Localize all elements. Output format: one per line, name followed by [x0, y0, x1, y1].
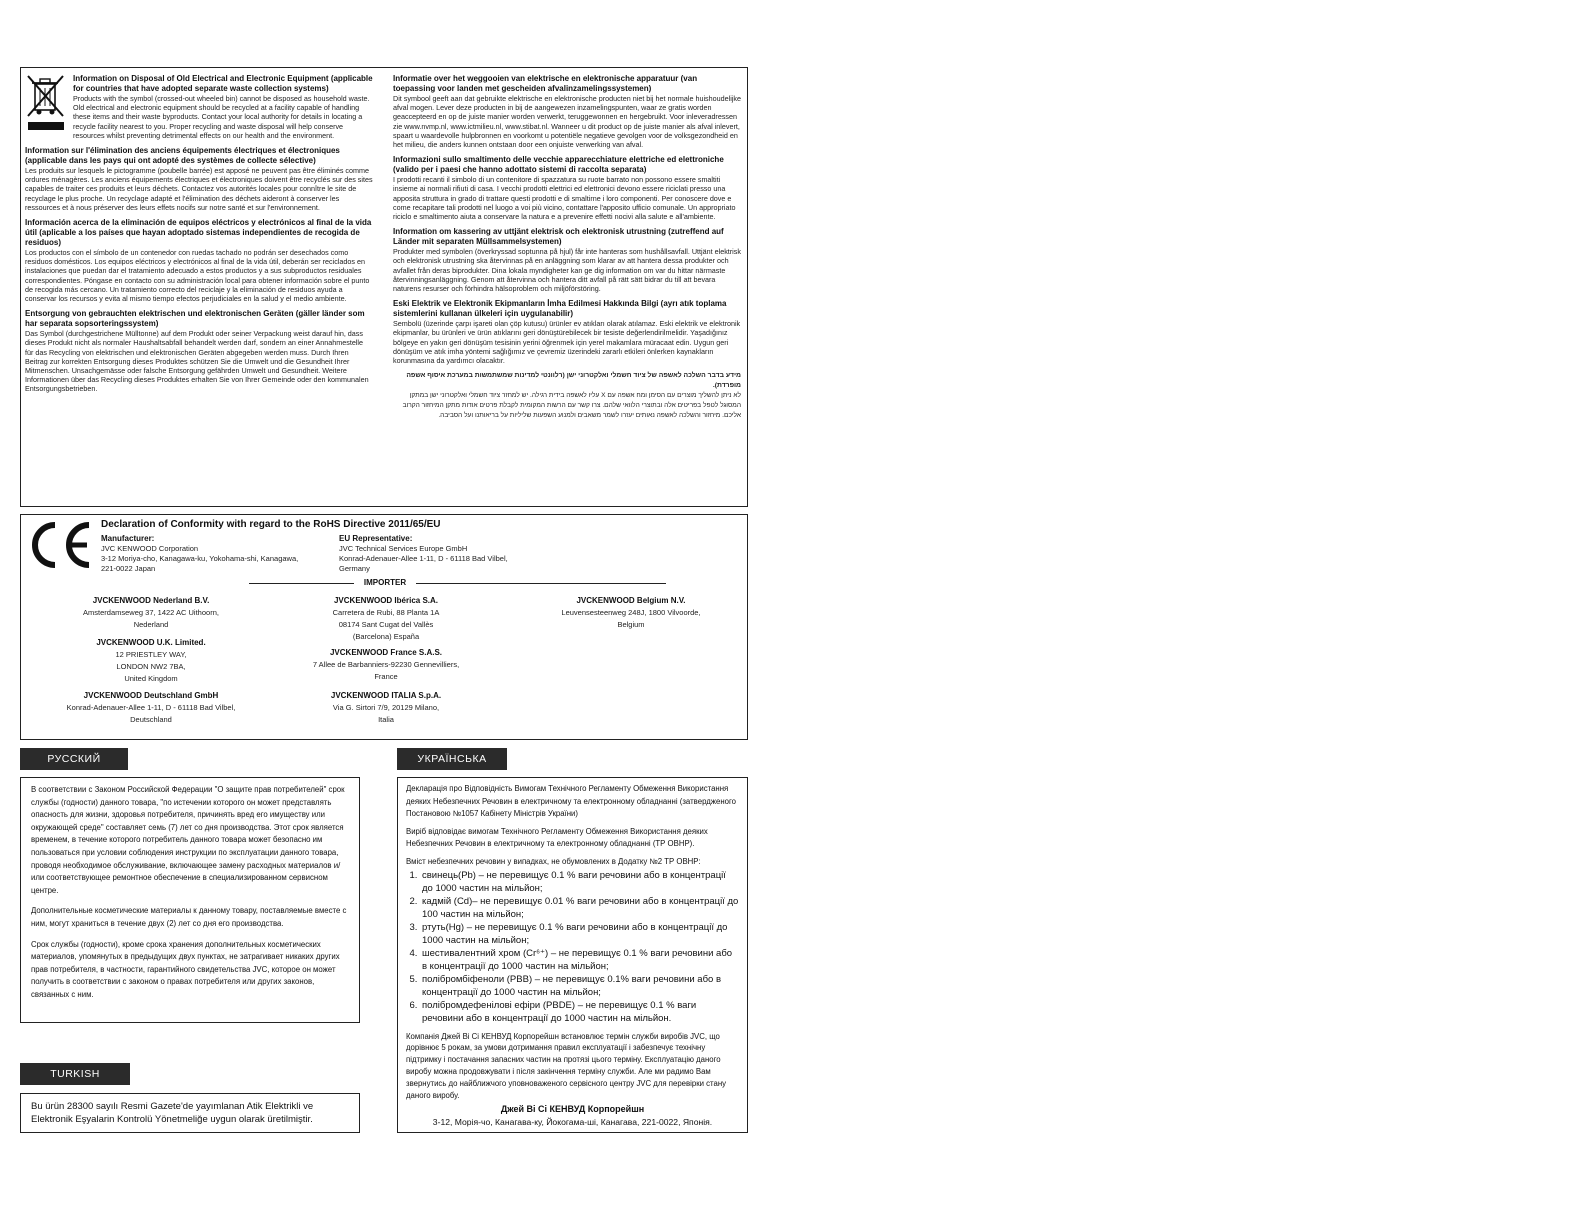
manufacturer-address-line2: 221-0022 Japan: [101, 564, 156, 573]
ukrainian-paragraph-4: Компанія Джей Ві Сі КЕНВУД Корпорейшн встановлює термін служби виробів JVC, що дорівнює 5 рокам, за умови дотримання правил експлуатації і забезпечує технічну підтримку і постачання запасних частин на протязі цього терміну. Експлуатацію даного виробу можна продовжувати і після закінчення терміну служби. Але ми радимо Вам звернутись до найближчого уповноваженого сервісного центру JVC для перевірки стану даного виробу.: [406, 1031, 727, 1100]
list-item: 1. свинець(Pb) – не перевищує 0.1 % ваги речовини або в концентрації до 1000 частин на мільйон;: [420, 869, 739, 895]
ukrainian-company-address: 3-12, Морія-чо, Канагава-ку, Йокогама-ші, Канагава, 221-0022, Японія.: [432, 1117, 713, 1128]
disposal-section-it: [393, 155, 741, 221]
disposal-body-sv: Produkter med symbolen (överkryssad soptunna på hjul) får inte hanteras som hushållsavfall. Uttjänt elektrisk och elektronisk utrustning ska återvinnas på en anläggning som klarar av att hantera dessa produkter och avfallet från deras biprodukter. Dina lokala myndigheter kan ge dig information om var du hittar närmaste återvinningsanläggning. Genom att återvinna och hantera ditt avfall på rätt sätt bidrar du till att bevara naturens resurser och förhindra hälsoproblem och miljöförstöring.: [393, 247, 741, 294]
importer-name: JVCKENWOOD Deutschland GmbH: [83, 691, 219, 700]
eu-representative-address-line1: Konrad-Adenauer-Allee 1-11, D - 61118 Bad Vilbel,: [339, 554, 508, 563]
list-item: 4. шестивалентний хром (Cr⁶⁺) – не перевищує 0.1 % ваги речовини або в концентрації до 1000 частин на мільйон;: [420, 947, 739, 973]
importer-uk: [51, 637, 251, 685]
eu-representative-name: JVC Technical Services Europe GmbH: [339, 544, 468, 553]
importer-address-line: (Barcelona) España: [352, 632, 420, 641]
ukrainian-company-name: Джей Ві Сі КЕНВУД Корпорейшн: [500, 1104, 645, 1115]
disposal-title-en: Information on Disposal of Old Electrical and Electronic Equipment (applicable for countries that have adopted separate waste collection systems): [73, 74, 373, 93]
importer-name: JVCKENWOOD U.K. Limited.: [96, 638, 206, 647]
importer-address-line: Konrad-Adenauer-Allee 1-11, D - 61118 Bad Vilbel,: [66, 703, 236, 712]
tab-turkish: TURKISH: [20, 1063, 130, 1085]
importer-address-line: 08174 Sant Cugat del Vallès: [338, 620, 434, 629]
declaration-box: [20, 514, 748, 740]
disposal-section-he: [393, 371, 741, 421]
disposal-title-fr: Information sur l'élimination des anciens équipements électriques et électroniques (applicable dans les pays qui ont adopté des systèmes de collecte sélective): [25, 146, 340, 166]
russian-box: [20, 777, 360, 1023]
importer-address-line: Italia: [378, 715, 394, 724]
importer-address-line: Deutschland: [130, 715, 172, 724]
manufacturer-block: [101, 534, 341, 574]
list-item: 2. кадмій (Cd)– не перевищує 0.01 % ваги речовини або в концентрації до 100 частин на мільйон;: [420, 895, 739, 921]
importer-address-line: Leuvensesteenweg 248J, 1800 Vilvoorde,: [561, 608, 701, 617]
tab-russian: РУССКИЙ: [20, 748, 128, 770]
russian-paragraph-3: Срок службы (годности), кроме срока хранения дополнительных косметических материалов, упомянутых в предыдущих двух пунктах, не затрагивает никаких других прав потребителя, в частности, гарантийного свидетельства JVC, которое он может получить в соответствии с законом о правах потребителя или других законов, связанных с ним.: [31, 939, 340, 999]
disposal-section-fr: [25, 146, 373, 212]
disposal-title-tr: Eski Elektrik ve Elektronik Ekipmanların İmha Edilmesi Hakkında Bilgi (ayrı atık toplama sistemlerini kullanan ülkeleri için uygulanabilir): [393, 299, 727, 319]
disposal-body-es: Los productos con el símbolo de un contenedor con ruedas tachado no podrán ser desechados como residuos domésticos. Los equipos eléctricos y electrónicos al final de la vida útil, deberán ser reciclados en instalaciones que puedan dar el tratamiento adecuado a estos productos y a sus subproductos residuales correspondientes. Póngase en contacto con su administración local para obtener información sobre el punto de recogida más cercano. Un tratamiento correcto del reciclaje y la eliminación de residuos ayuda a conservar los recursos y evita al mismo tiempo efectos perjudiciales en la salud y el medio ambiente.: [25, 248, 370, 304]
disposal-section-es: [25, 218, 373, 303]
disposal-body-he: לא ניתן להשליך מוצרים עם הסימן ומח אשפה עם X עליו לאשפה בידית רגילה. יש למחזר ציוד חשמלי ואלקטרוני ישן במתקן המסוגל לטפל בפריטים אלה ובתוצרי הלוואי שלהם. צרו קשר עם הרשות המקומית לקבלת פרטים אודות מתקן המיחזור הקרוב אליכם. מיחזור והשלכה לאשפה נאותים יעזרו לשמר משאבים ולמנוע השפעות שליליות על בריאותנו ועל הסביבה.: [402, 392, 741, 420]
manufacturer-address-line1: 3-12 Moriya-cho, Kanagawa-ku, Yokohama-shi, Kanagawa,: [101, 554, 299, 563]
disposal-section-tr: [393, 299, 741, 365]
importer-address-line: Amsterdamseweg 37, 1422 AC Uithoorn,: [83, 608, 219, 617]
importer-address-line: Via G. Sirtori 7/9, 20129 Milano,: [332, 703, 440, 712]
hazardous-substances-list: [406, 869, 739, 1025]
eu-representative-label: EU Representative:: [339, 534, 413, 543]
disposal-section-nl: [393, 74, 741, 149]
importer-divider-right: [416, 583, 666, 584]
importer-france: [286, 647, 486, 683]
importer-address-line: United Kingdom: [124, 674, 178, 683]
disposal-title-he: מידע בדבר השלכה לאשפה של ציוד חשמלי ואלקטרוני ישן (רלוונטי למדינות שמשתמשות במערכת איסוף אשפה מופרדת).: [406, 372, 741, 390]
importer-address-line: 7 Allee de Barbanniers-92230 Gennevilliers,: [312, 660, 460, 669]
ce-mark-icon: [25, 521, 95, 569]
disposal-title-de: Entsorgung von gebrauchten elektrischen und elektronischen Geräten (gäller länder som har separata sopsorteringssystem): [25, 309, 365, 329]
turkish-box: [20, 1093, 360, 1133]
importer-iberica: [286, 595, 486, 643]
turkish-text: Bu ürün 28300 sayılı Resmi Gazete'de yayımlanan Atik Elektrikli ve Elektronik Eşyalarin Kontrolü Yönetmeliğe uygun olarak üretilmiştir.: [31, 1101, 314, 1125]
disposal-section-en: [25, 74, 373, 140]
importer-name: JVCKENWOOD Belgium N.V.: [576, 596, 686, 605]
disposal-left-column: [25, 74, 373, 400]
importer-belgium: [531, 595, 731, 631]
disposal-body-nl: Dit symbool geeft aan dat gebruikte elektrische en elektronische producten niet bij het normale huishoudelijke afval mogen. Lever deze producten in bij de aangewezen inzamelingspunten, waar ze gratis worden geaccepteerd en op de juiste manier worden verwerkt, teruggewonnen en hergebruikt. Voor inleveradressen zie www.nvmp.nl, www.ictmilieu.nl, www.stibat.nl. Wanneer u dit product op de juiste manier als afval inlevert, spaart u waardevolle hulpbronnen en voorkomt u potentiële negatieve gevolgen voor de volksgezondheid en het milieu, die anders kunnen ontstaan door een onjuiste verwerking van afval.: [393, 94, 742, 150]
disposal-section-de: [25, 309, 373, 393]
importer-italia: [286, 690, 486, 726]
disposal-title-it: Informazioni sullo smaltimento delle vecchie apparecchiature elettriche ed elettroniche (valido per i paesi che hanno adottato sistemi di raccolta separata): [393, 155, 724, 175]
importer-address-line: 12 PRIESTLEY WAY,: [115, 650, 187, 659]
crossed-bin-icon: [25, 74, 69, 138]
disposal-title-sv: Information om kassering av uttjänt elektrisk och elektronisk utrustning (zutreffend auf Länder mit separaten Müllsammelsystemen): [393, 227, 724, 247]
declaration-title: Declaration of Conformity with regard to the RoHS Directive 2011/65/EU: [101, 519, 441, 530]
russian-paragraph-2: Дополнительные косметические материалы к данному товару, поставляемые вместе с ним, могут храниться в течение двух (2) лет со дня его производства.: [31, 906, 347, 928]
importer-name: JVCKENWOOD Nederland B.V.: [92, 596, 210, 605]
importer-name: JVCKENWOOD France S.A.S.: [329, 648, 443, 657]
disposal-body-fr: Les produits sur lesquels le pictogramme (poubelle barrée) est apposé ne peuvent pas être éliminés comme ordures ménagères. Les anciens équipements électriques et électroniques doivent être recyclés sur des sites capables de traiter ces produits et leurs déchets. Contactez vos autorités locales pour connître le site de recyclage le plus proche. Un recyclage adapté et l'élimination des déchets aideront à conserver les ressources et à nous préserver des leurs effets nocifs sur notre santé et sur l'environnement.: [25, 166, 373, 212]
disposal-body-tr: Sembolü (üzerinde çarpı işareti olan çöp kutusu) ürünler ev atıkları olarak atılamaz. Eski elektrik ve elektronik ekipmanlar, bu ürünleri ve ürün atıklarını geri dönüştürebilecek bir tesiste değerlendirilmelidir. Yaşadığınız bölgeye en yakın geri dönüşüm tesisinin yerini öğrenmek için yerel makamlara müracaat edin. Uygun geri dönüşüm ve atık imha yöntemi sağlığımız ve çevremiz üzerindeki zararlı etkileri önlerken kaynakların korunmasına da yardımcı olacaktır.: [393, 319, 741, 366]
eu-representative-address-line2: Germany: [339, 564, 370, 573]
importer-address-line: Belgium: [617, 620, 645, 629]
disposal-section-sv: [393, 227, 741, 293]
ukrainian-paragraph-3: Вміст небезпечних речовин у випадках, не обумовлених в Додатку №2 ТР ОВНР:: [406, 856, 701, 866]
importer-nederland: [51, 595, 251, 631]
eu-representative-block: [339, 534, 559, 574]
importer-heading: IMPORTER: [363, 578, 407, 587]
russian-paragraph-1: В соответствии с Законом Российской Федерации "О защите прав потребителей" срок службы (годности) данного товара, "по истечении которого он может представлять опасность для жизни, здоровья потребителя, причинять вред его имуществу или окружающей среде" составляет семь (7) лет со дня производства. Этот срок является временем, в течение которого потребитель данного товара может безопасно им пользоваться при условии соблюдения инструкции по эксплуатации данного товара, проводя необходимое обслуживание, включающее замену расходных материалов и/или соответствующее ремонтное обеспечение в специализированном сервисном центре.: [31, 785, 345, 895]
importer-address-line: France: [374, 672, 398, 681]
manufacturer-name: JVC KENWOOD Corporation: [101, 544, 199, 553]
disposal-title-es: Información acerca de la eliminación de equipos eléctricos y electrónicos al final de la vida útil (aplicable a los países que hayan adoptado sistemas independientes de recogida de residuos): [25, 218, 372, 248]
ukrainian-box: [397, 777, 748, 1133]
list-item: 3. ртуть(Hg) – не перевищує 0.1 % ваги речовини або в концентрації до 1000 частин на мільйон;: [420, 921, 739, 947]
manufacturer-label: Manufacturer:: [101, 534, 155, 543]
importer-name: JVCKENWOOD Ibérica S.A.: [333, 596, 439, 605]
importer-name: JVCKENWOOD ITALIA S.p.A.: [330, 691, 442, 700]
ukrainian-paragraph-2: Виріб відповідає вимогам Технічного Регламенту Обмеження Використання деяких Небезпечних Речовин в електричному та електронному обладнанні (ТР ОВНР).: [406, 826, 708, 849]
importer-address-line: LONDON NW2 7BA,: [116, 662, 186, 671]
ukrainian-paragraph-1: Декларація про Відповідність Вимогам Технічного Регламенту Обмеження Використання деяких Небезпечних Речовин в електричному та електронному обладнанні (затвердженого Постановою №1057 Кабінету Міністрів України): [406, 784, 736, 819]
importer-divider-left: [249, 583, 354, 584]
disposal-right-column: [393, 74, 741, 427]
importer-address-line: Carretera de Rubi, 88 Planta 1A: [332, 608, 440, 617]
tab-ukrainian: УКРАЇНСЬКА: [397, 748, 507, 770]
disposal-body-it: I prodotti recanti il simbolo di un contenitore di spazzatura su ruote barrato non possono essere smaltiti insieme ai normali rifiuti di casa. I vecchi prodotti elettrici ed elettronici devono essere riciclati presso una apposita struttura in grado di trattare questi prodotti e di smaltirne i loro componenti. Per conoscere dove e come recapitare tali prodotti nel luogo a voi più vicino, contattare l'apposito ufficio comunale. Un appropriato riciclo e smaltimento aiuta a conservare la natura e a prevenire effetti nocivi alla salute e all'ambiente.: [393, 175, 736, 222]
importer-deutschland: [41, 690, 261, 726]
disposal-body-de: Das Symbol (durchgestrichene Mülltonne) auf dem Produkt oder seiner Verpackung weist darauf hin, dass dieses Produkt nicht als normaler Haushaltsabfall behandelt werden darf, sondern an einer Annahmestelle für das Recycling von elektrischen und elektronischen Geräten abgegeben werden muss. Durch Ihren Beitrag zur korrekten Entsorgung dieses Produktes schützen Sie die Umwelt und die Gesundheit Ihrer Mitmenschen. Unsachgemässe oder falsche Entsorgung gefährden Umwelt und Gesundheit. Weitere Informationen über das Recycling dieses Produktes erhalten Sie von Ihrer Gemeinde oder den kommunalen Entsorgungsbetrieben.: [25, 329, 369, 394]
disposal-body-en: Products with the symbol (crossed-out wheeled bin) cannot be disposed as household waste. Old electrical and electronic equipment should be recycled at a facility capable of handling these items and their waste byproducts. Contact your local authority for details in locating a recycle facility nearest to you. Proper recycling and waste disposal will help conserve resources whilst preventing detrimental effects on our health and the environment.: [73, 94, 370, 140]
importer-address-line: Nederland: [133, 620, 169, 629]
list-item: 6. полібромдефенілові ефіри (PBDE) – не перевищує 0.1 % ваги речовини або в концентрації до 1000 частин на мільйон.: [420, 999, 739, 1025]
disposal-title-nl: Informatie over het weggooien van elektrische en elektronische apparatuur (van toepassing voor landen met gescheiden afvalinzamelingssystemen): [393, 74, 698, 93]
disposal-info-box: [20, 67, 748, 507]
list-item: 5. полібромбіфеноли (PBB) – не перевищує 0.1% ваги речовини або в концентрації до 1000 частин на мільйон;: [420, 973, 739, 999]
